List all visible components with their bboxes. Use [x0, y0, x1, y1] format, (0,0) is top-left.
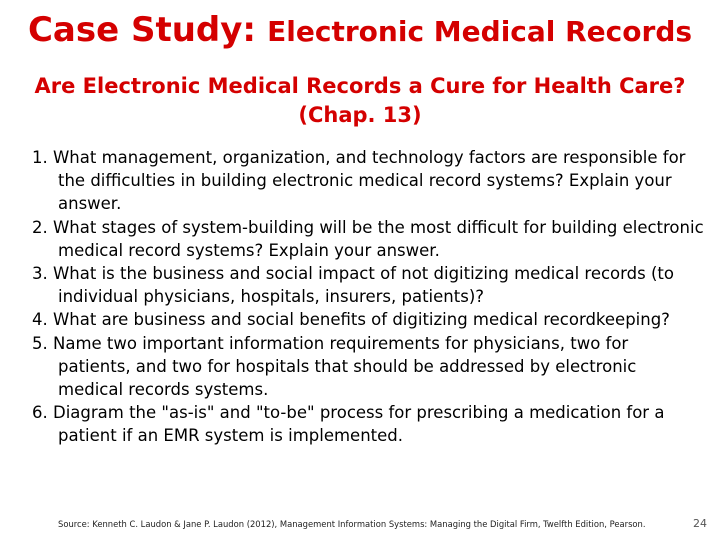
footer-source-citation: Source: Kenneth C. Laudon & Jane P. Laudon (2012), Management Information Systems: Managing the Digital Firm, Twelfth Edition, Pearson.	[58, 519, 646, 529]
slide-subtitle: Are Electronic Medical Records a Cure for Health Care? (Chap. 13)	[34, 74, 686, 127]
slide-title-rest: Electronic Medical Records	[267, 15, 693, 48]
question-item-4: 4. What are business and social benefits of digitizing medical recordkeeping?	[32, 310, 670, 330]
page-number: 24	[693, 517, 707, 530]
slide-title	[0, 12, 720, 49]
slide-title-main: Case Study:	[27, 10, 257, 50]
question-item-6: 6. Diagram the "as-is" and "to-be" process for prescribing a medication for a patient if an EMR system is implemented.	[32, 403, 665, 446]
question-list	[32, 146, 704, 448]
question-item-5: 5. Name two important information requirements for physicians, two for patients, and two for hospitals that should be addressed by electronic medical records systems.	[32, 333, 637, 400]
question-item-1: 1. What management, organization, and technology factors are responsible for the difficulties in building electronic medical record systems? Explain your answer.	[32, 148, 686, 214]
question-item-2: 2. What stages of system-building will be the most difficult for building electronic medical record systems? Explain your answer.	[32, 217, 704, 260]
question-item-3: 3. What is the business and social impact of not digitizing medical records (to individual physicians, hospitals, insurers, patients)?	[32, 264, 674, 307]
